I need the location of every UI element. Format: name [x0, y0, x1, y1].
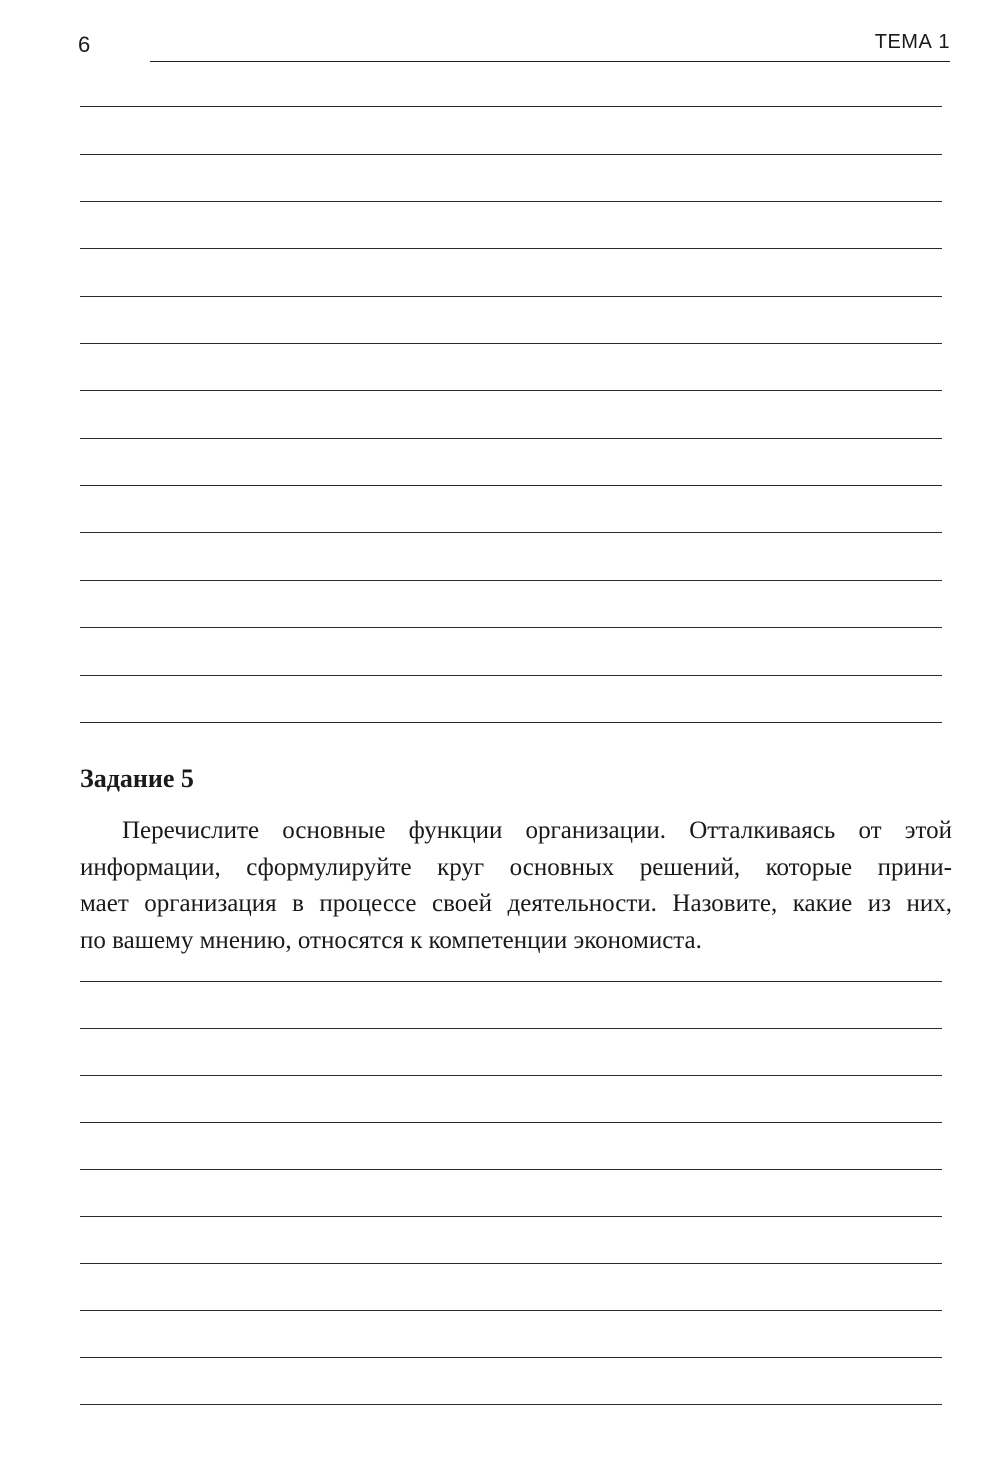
- page-number: 6: [78, 32, 91, 57]
- answer-line[interactable]: [80, 106, 942, 107]
- header-rule: [150, 61, 950, 62]
- task-text-line: Перечислите основные функции организации. Отталкиваясь от этой: [122, 817, 952, 844]
- answer-line[interactable]: [80, 580, 942, 581]
- answer-line[interactable]: [80, 438, 942, 439]
- task-text-line: по вашему мнению, относятся к компетенции экономиста.: [80, 926, 702, 954]
- answer-line[interactable]: [80, 390, 942, 391]
- answer-line[interactable]: [80, 981, 942, 982]
- answer-line[interactable]: [80, 1404, 942, 1405]
- task-text-line: информации, сформулируйте круг основных решений, которые прини-: [80, 853, 952, 881]
- task-text: [80, 813, 952, 959]
- answer-line[interactable]: [80, 248, 942, 249]
- answer-line[interactable]: [80, 1075, 942, 1076]
- task-text-line: мает организация в процессе своей деятельности. Назовите, какие из них,: [80, 890, 952, 917]
- answer-line[interactable]: [80, 201, 942, 202]
- task-heading: Задание 5: [80, 764, 194, 793]
- answer-line[interactable]: [80, 1028, 942, 1029]
- answer-line[interactable]: [80, 675, 942, 676]
- answer-line[interactable]: [80, 1310, 942, 1311]
- answer-line[interactable]: [80, 1169, 942, 1170]
- answer-line[interactable]: [80, 154, 942, 155]
- answer-line[interactable]: [80, 1357, 942, 1358]
- answer-line[interactable]: [80, 1122, 942, 1123]
- answer-line[interactable]: [80, 532, 942, 533]
- answer-line[interactable]: [80, 627, 942, 628]
- answer-line[interactable]: [80, 485, 942, 486]
- answer-line[interactable]: [80, 722, 942, 723]
- answer-line[interactable]: [80, 343, 942, 344]
- answer-line[interactable]: [80, 1263, 942, 1264]
- answer-line[interactable]: [80, 1216, 942, 1217]
- answer-line[interactable]: [80, 296, 942, 297]
- running-head: ТЕМА 1: [874, 31, 950, 53]
